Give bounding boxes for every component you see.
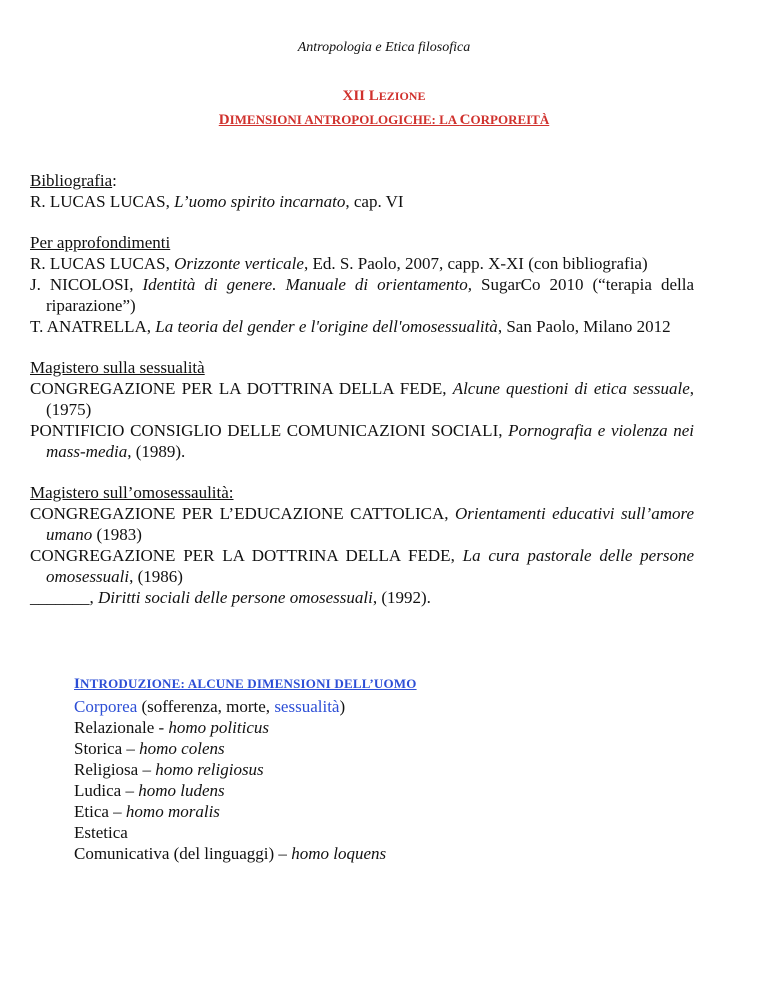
- lesson-subtitle: [0, 110, 768, 130]
- heading-rest: NTRODUZIONE: ALCUNE DIMENSIONI DELL’UOMO: [80, 676, 417, 691]
- dimension-label: Etica –: [74, 802, 126, 821]
- subtitle-part: D: [218, 112, 230, 128]
- dimension-item: [74, 822, 694, 843]
- author-initial: C: [30, 546, 42, 565]
- dimension-label: Storica –: [74, 739, 140, 758]
- work-title: Orizzonte verticale: [174, 254, 304, 273]
- author-initial: R. L: [30, 192, 61, 211]
- separator: ,: [165, 254, 175, 273]
- author-initial: D: [251, 546, 265, 565]
- bib-entry: [30, 316, 694, 337]
- author-smallcaps: ONTIFICIO: [39, 421, 131, 440]
- separator: ,: [442, 379, 453, 398]
- bib-entry: [30, 503, 694, 545]
- work-details: , (1992).: [372, 588, 431, 607]
- dimension-label: Relazionale -: [74, 718, 169, 737]
- title-block: [0, 86, 768, 130]
- dimension-item: [74, 780, 694, 801]
- dimension-latin: homo moralis: [125, 802, 220, 821]
- lesson-title-part: EZIONE: [378, 89, 426, 103]
- corporea-link[interactable]: Corporea: [74, 697, 138, 716]
- work-title: La cura pastorale delle persone omosessuali: [46, 546, 694, 586]
- dimension-item: [74, 717, 694, 738]
- author-smallcaps: ONGREGAZIONE PER L’EDUCAZIONE CATTOLICA: [41, 504, 445, 523]
- work-title: Orientamenti educativi sull’amore umano: [46, 504, 694, 544]
- subtitle-part: C: [459, 112, 471, 128]
- work-details: (1983): [92, 525, 142, 544]
- bib-entry: [30, 253, 694, 274]
- work-details: , San Paolo, Milano 2012: [497, 317, 671, 336]
- bib-entry: [30, 420, 694, 462]
- author-smallcaps: UCAS: [120, 254, 166, 273]
- work-title: Pornografia e violenza nei mass-media: [46, 421, 694, 461]
- author-smallcaps: UCAS: [60, 192, 106, 211]
- dimension-item: [74, 696, 694, 717]
- author-initial: R. L: [30, 254, 61, 273]
- bib-entry: [30, 545, 694, 587]
- bib-entry: [30, 191, 694, 212]
- author-initial: C: [130, 421, 142, 440]
- bib-entry: [30, 378, 694, 420]
- introduzione-heading[interactable]: [74, 672, 694, 696]
- author-initial: J. N: [30, 275, 63, 294]
- section-approfondimenti: [30, 232, 694, 337]
- section-heading: Bibliografia: [30, 171, 113, 190]
- separator: ,: [165, 192, 175, 211]
- author-initial: C: [30, 379, 42, 398]
- work-title: Diritti sociali delle persone omosessuali: [98, 588, 373, 607]
- author-smallcaps: ONGREGAZIONE PER LA DOTTRINA DELLA FEDE: [41, 379, 443, 398]
- dimension-label: Estetica: [74, 823, 128, 842]
- author-smallcaps: UCAS: [120, 192, 166, 211]
- separator: ,: [146, 317, 156, 336]
- heading-colon: :: [112, 171, 117, 190]
- subtitle-part: IMENSIONI ANTROPOLOGICHE: LA: [229, 112, 460, 127]
- separator: ,: [498, 421, 509, 440]
- work-title: Alcune questioni di etica sessuale: [452, 379, 690, 398]
- work-details: , (1975): [46, 379, 695, 419]
- dimension-label: Ludica –: [74, 781, 139, 800]
- section-heading: Magistero sull’omosessaulità:: [30, 483, 234, 502]
- dimension-text: (sofferenza, morte,: [137, 697, 275, 716]
- section-heading: Per approfondimenti: [30, 233, 171, 252]
- work-details: , cap. VI: [345, 192, 404, 211]
- bibliography-content: [30, 170, 694, 628]
- author-smallcaps: EDE: [417, 546, 451, 565]
- work-title: L’uomo spirito incarnato: [174, 192, 346, 211]
- author-initial: T. A: [30, 317, 59, 336]
- author-smallcaps: OTTRINA DELLA: [264, 546, 409, 565]
- author-initial: C: [30, 504, 42, 523]
- bib-entry: [30, 274, 694, 316]
- author-smallcaps: ONGREGAZIONE PER LA: [41, 546, 252, 565]
- author-smallcaps: UCAS: [60, 254, 106, 273]
- dimension-text: ): [339, 697, 346, 716]
- subtitle-part: ORPOREITÀ: [470, 112, 550, 127]
- sessualita-link[interactable]: sessualità: [274, 697, 340, 716]
- dimension-item: [74, 801, 694, 822]
- separator: ,: [89, 588, 98, 607]
- work-details: , Ed. S. Paolo, 2007, capp. X-XI (con bibliografia): [303, 254, 648, 273]
- dimension-item: [74, 759, 694, 780]
- author-initial: L: [105, 192, 121, 211]
- lesson-title-part: XII L: [342, 88, 379, 104]
- work-details: , (1986): [129, 567, 183, 586]
- work-title: La teoria del gender e l'origine dell'omosessualità: [155, 317, 498, 336]
- dimension-latin: homo colens: [139, 739, 225, 758]
- section-heading: Magistero sulla sessualità: [30, 358, 205, 377]
- author-smallcaps: ONSIGLIO DELLE COMUNICAZIONI SOCIALI: [141, 421, 499, 440]
- dimension-item: [74, 738, 694, 759]
- author-initial: F: [408, 546, 418, 565]
- author-initial: P: [30, 421, 40, 440]
- dimension-latin: homo religiosus: [155, 760, 264, 779]
- section-magistero-omosessualita: [30, 482, 694, 608]
- running-header: Antropologia e Etica filosofica: [297, 40, 471, 55]
- section-magistero-sessualita: [30, 357, 694, 462]
- ditto-line: _______: [30, 588, 90, 607]
- lesson-title: [0, 86, 768, 106]
- author-initial: L: [105, 254, 121, 273]
- dimension-latin: homo loquens: [291, 844, 387, 863]
- separator: ,: [444, 504, 456, 523]
- separator: ,: [129, 275, 143, 294]
- work-details: SugarCo 2010 (“terapia della riparazione”): [46, 275, 694, 315]
- work-details: , (1989).: [127, 442, 186, 461]
- author-smallcaps: NATRELLA: [58, 317, 147, 336]
- section-bibliografia: [30, 170, 694, 212]
- introduzione-section: [74, 672, 694, 864]
- section-heading-line: [30, 170, 694, 191]
- dimension-latin: homo politicus: [168, 718, 269, 737]
- dimension-label: Comunicativa (del linguaggi) –: [74, 844, 292, 863]
- work-title: Identità di genere. Manuale di orientamento,: [142, 275, 472, 294]
- dimension-latin: homo ludens: [138, 781, 225, 800]
- separator: ,: [450, 546, 463, 565]
- dimension-item: [74, 843, 694, 864]
- bib-entry: [30, 587, 694, 608]
- heading-initial: I: [74, 676, 81, 692]
- author-smallcaps: ICOLOSI: [62, 275, 130, 294]
- dimension-label: Religiosa –: [74, 760, 156, 779]
